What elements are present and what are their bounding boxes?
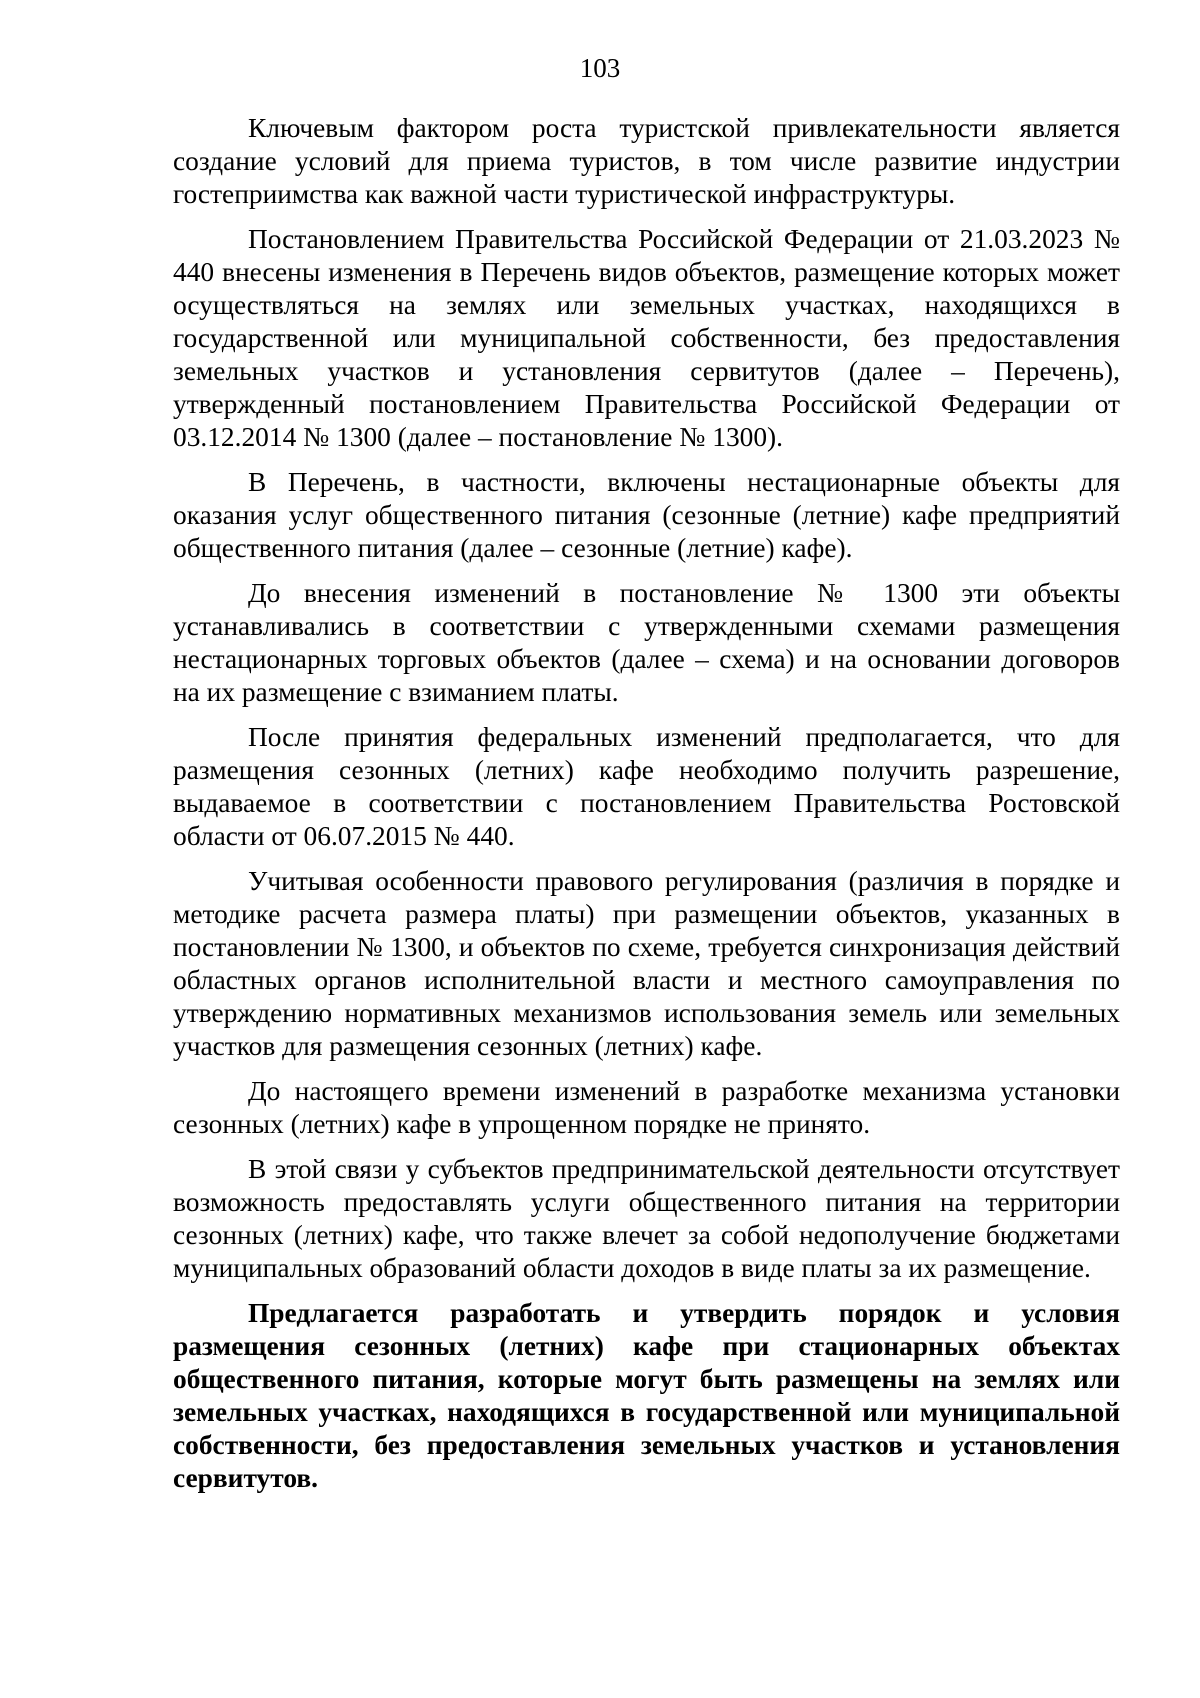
page-number: 103 xyxy=(579,53,621,83)
paragraph-no-changes: До настоящего времени изменений в разработке механизма установки сезонных (летних) кафе в упрощенном порядке не принято. xyxy=(173,1076,1120,1139)
paragraph-government-decree: Постановлением Правительства Российской Федерации от 21.03.2023 № 440 внесены изменения в Перечень видов объектов, размещение которых может осуществляться на землях или земельных участках, находящихся в государственной или муниципальной собственности, без предоставления земельных участков и установления сервитутов (далее – Перечень), утвержденный постановлением Правительства Российской Федерации от 03.12.2014 № 1300 (далее – постановление № 1300). xyxy=(173,224,1120,452)
paragraph-proposal: Предлагается разработать и утвердить порядок и условия размещения сезонных (летних) кафе при стационарных объектах общественного питания, которые могут быть размещены на землях или земельных участках, находящихся в государственной или муниципальной собственности, без предоставления земельных участков и установления сервитутов. xyxy=(173,1298,1120,1493)
paragraph-legal-regulation: Учитывая особенности правового регулирования (различия в порядке и методике расчета размера платы) при размещении объектов, указанных в постановлении № 1300, и объектов по схеме, требуется синхронизация действий областных органов исполнительной власти и местного самоуправления по утверждению нормативных механизмов использования земель или земельных участков для размещения сезонных (летних) кафе. xyxy=(173,866,1120,1061)
document-body xyxy=(173,112,1120,1507)
paragraph-after-changes: После принятия федеральных изменений предполагается, что для размещения сезонных (летних) кафе необходимо получить разрешение, выдаваемое в соответствии с постановлением Правительства Ростовской области от 06.07.2015 № 440. xyxy=(173,722,1120,851)
paragraph-list-inclusion: В Перечень, в частности, включены нестационарные объекты для оказания услуг общественного питания (сезонные (летние) кафе предприятий общественного питания (далее – сезонные (летние) кафе). xyxy=(173,467,1120,563)
paragraph-tourism-factor: Ключевым фактором роста туристской привлекательности является создание условий для приема туристов, в том числе развитие индустрии гостеприимства как важной части туристической инфраструктуры. xyxy=(173,113,1120,209)
paragraph-business-impact: В этой связи у субъектов предпринимательской деятельности отсутствует возможность предоставлять услуги общественного питания на территории сезонных (летних) кафе, что также влечет за собой недополучение бюджетами муниципальных образований области доходов в виде платы за их размещение. xyxy=(173,1154,1120,1283)
paragraph-before-changes: До внесения изменений в постановление № 1300 эти объекты устанавливались в соответствии с утвержденными схемами размещения нестационарных торговых объектов (далее – схема) и на основании договоров на их размещение с взиманием платы. xyxy=(173,578,1120,707)
